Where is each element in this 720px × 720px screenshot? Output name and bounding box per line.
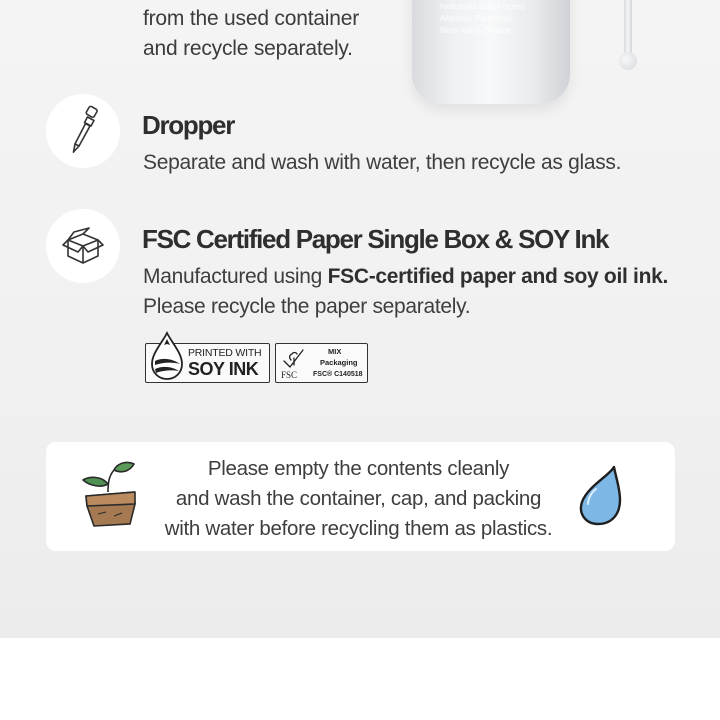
soy-ink-logo-icon (147, 331, 187, 381)
soy-ink-badge (145, 343, 270, 383)
product-bottle-image (412, 0, 570, 104)
recycling-notice-card (46, 442, 675, 551)
box-description-bold: FSC-certified paper and soy oil ink. (327, 265, 669, 288)
recycling-notice-text (156, 454, 561, 544)
pipette-tip-image (619, 52, 637, 70)
fsc-packaging-label: Packaging (320, 358, 358, 367)
bottle-label-line-3: Birch water, Betaine (440, 26, 512, 35)
fsc-mix-label: MIX (328, 347, 342, 356)
pipette-image (624, 0, 632, 57)
fsc-license-code: FSC® C140518 (313, 371, 363, 378)
fsc-logo-text: FSC (281, 370, 298, 380)
plant-pot-icon (78, 458, 140, 530)
notice-line-3: with water before recycling them as plastics. (164, 517, 553, 540)
fsc-tree-checkmark-icon (281, 347, 307, 371)
soy-badge-line-2: SOY INK (188, 359, 259, 379)
notice-line-1: Please empty the contents cleanly (207, 457, 510, 480)
box-description-line-2: Please recycle the paper separately. (143, 295, 471, 318)
box-title: FSC Certified Paper Single Box & SOY Ink (142, 224, 609, 254)
box-icon-circle (46, 209, 120, 283)
bottle-label-line-2: Allantoin, Panthenol (440, 14, 512, 23)
bottle-label-line-1: hyaluronic acid(8 types) (440, 2, 525, 11)
intro-line-1: from the used container (143, 7, 360, 30)
intro-line-2: and recycle separately. (143, 37, 353, 60)
dropper-description: Separate and wash with water, then recycle as glass. (143, 151, 622, 174)
water-drop-icon (574, 464, 626, 528)
box-description-prefix: Manufactured using (143, 265, 328, 288)
fsc-badge (275, 343, 368, 383)
box-description-line-1 (143, 262, 668, 292)
dropper-icon-circle (46, 94, 120, 168)
notice-line-2: and wash the container, cap, and packing (175, 487, 542, 510)
soy-badge-line-1: PRINTED WITH (188, 347, 262, 359)
dropper-icon (63, 105, 103, 157)
dropper-title: Dropper (142, 110, 235, 140)
intro-text (143, 4, 403, 64)
box-icon (60, 226, 106, 266)
